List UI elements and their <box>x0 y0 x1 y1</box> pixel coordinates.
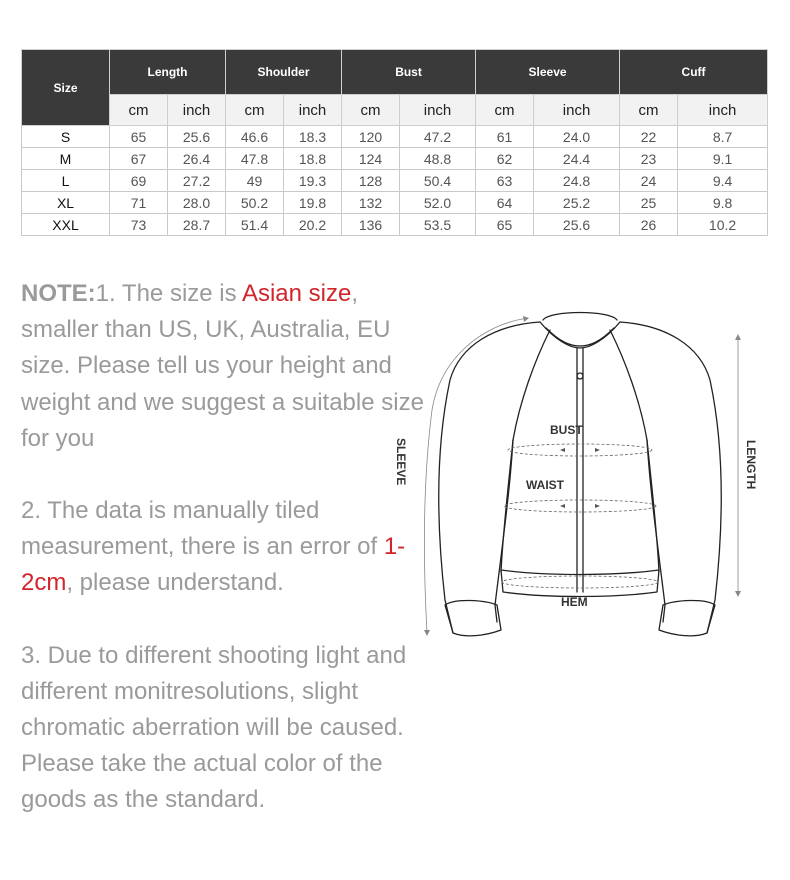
measurement-cell: 27.2 <box>168 170 226 192</box>
bust-measure-line <box>508 444 652 456</box>
zipper-pull-icon <box>577 373 583 379</box>
measurement-cell: 26.4 <box>168 148 226 170</box>
shoulder-header: Shoulder <box>226 50 342 95</box>
measurement-cell: 9.1 <box>678 148 768 170</box>
collar-inner <box>546 328 614 346</box>
length-arrow-bottom-icon <box>735 591 741 597</box>
measurement-cell: 63 <box>476 170 534 192</box>
note-1-text-rest: , smaller than US, UK, Australia, EU size. Please tell us your height and weight and we suggest a suitable size for you <box>21 280 424 452</box>
size-cell: XL <box>22 192 110 214</box>
measurement-cell: 48.8 <box>400 148 476 170</box>
measurement-cell: 26 <box>620 214 678 236</box>
measurement-cell: 136 <box>342 214 400 236</box>
measurement-cell: 24.8 <box>534 170 620 192</box>
measurement-cell: 19.8 <box>284 192 342 214</box>
size-cell: L <box>22 170 110 192</box>
measurement-cell: 132 <box>342 192 400 214</box>
measurement-cell: 25 <box>620 192 678 214</box>
jacket-measurement-diagram <box>385 300 775 660</box>
note-2-text-rest: , please understand. <box>66 569 284 597</box>
note-2-text: 2. The data is manually tiled measurement, there is an error of <box>21 497 384 561</box>
measurement-cell: 50.4 <box>400 170 476 192</box>
measurement-cell: 65 <box>476 214 534 236</box>
length-header: Length <box>110 50 226 95</box>
measurement-cell: 28.7 <box>168 214 226 236</box>
measure-arrows <box>560 448 600 508</box>
measurement-cell: 46.6 <box>226 126 284 148</box>
jacket-illustration <box>385 300 775 660</box>
measurement-cell: 19.3 <box>284 170 342 192</box>
unit-header: cm <box>476 95 534 126</box>
measurement-cell: 24.0 <box>534 126 620 148</box>
measurement-cell: 73 <box>110 214 168 236</box>
sleeve-header: Sleeve <box>476 50 620 95</box>
measurement-cell: 24.4 <box>534 148 620 170</box>
measurement-cell: 10.2 <box>678 214 768 236</box>
measurement-cell: 8.7 <box>678 126 768 148</box>
unit-header: inch <box>678 95 768 126</box>
unit-header: inch <box>400 95 476 126</box>
left-sleeve-outline <box>439 322 540 633</box>
measurement-cell: 49 <box>226 170 284 192</box>
measurement-cell: 52.0 <box>400 192 476 214</box>
measurement-cell: 18.3 <box>284 126 342 148</box>
measurement-cell: 64 <box>476 192 534 214</box>
hem-measure-line <box>502 576 658 588</box>
measurement-cell: 124 <box>342 148 400 170</box>
right-raglan-seam <box>610 330 647 440</box>
measurement-cell: 67 <box>110 148 168 170</box>
sleeve-measure-line <box>424 318 528 633</box>
measurement-cell: 50.2 <box>226 192 284 214</box>
collar-outer <box>540 322 620 348</box>
measurement-cell: 53.5 <box>400 214 476 236</box>
sleeve-label: SLEEVE <box>394 438 408 486</box>
measurement-cell: 22 <box>620 126 678 148</box>
unit-header: cm <box>620 95 678 126</box>
sleeve-arrow-bottom-icon <box>424 630 430 636</box>
size-cell: XXL <box>22 214 110 236</box>
measurement-cell: 47.8 <box>226 148 284 170</box>
right-sleeve-outline <box>620 322 721 633</box>
measurement-cell: 51.4 <box>226 214 284 236</box>
measurement-cell: 128 <box>342 170 400 192</box>
measurement-cell: 62 <box>476 148 534 170</box>
measurement-cell: 47.2 <box>400 126 476 148</box>
length-arrow-top-icon <box>735 334 741 340</box>
note-1-text: 1. The size is <box>95 280 242 307</box>
unit-header: cm <box>110 95 168 126</box>
hem-label: HEM <box>561 595 588 609</box>
table-row <box>22 214 768 236</box>
measurement-cell: 65 <box>110 126 168 148</box>
sleeve-arrow-top-icon <box>523 316 529 322</box>
size-cell: M <box>22 148 110 170</box>
zipper <box>577 348 583 592</box>
note-2 <box>21 493 441 602</box>
unit-header: cm <box>342 95 400 126</box>
measurement-cell: 9.8 <box>678 192 768 214</box>
unit-header: inch <box>284 95 342 126</box>
waist-label: WAIST <box>526 478 564 492</box>
note-3: 3. Due to different shooting light and different monitresolutions, slight chromatic aberration will be caused. Please take the actual color of the goods as the standard. <box>21 641 407 814</box>
left-raglan-seam <box>513 330 550 440</box>
waist-measure-line <box>504 500 656 512</box>
unit-header: cm <box>226 95 284 126</box>
measurement-cell: 20.2 <box>284 214 342 236</box>
measurement-cell: 23 <box>620 148 678 170</box>
note-1 <box>21 276 441 457</box>
measurement-cell: 71 <box>110 192 168 214</box>
size-chart-table <box>21 49 768 236</box>
hem-band <box>501 570 659 597</box>
measurement-cell: 25.6 <box>534 214 620 236</box>
size-notes <box>21 276 441 819</box>
bust-label: BUST <box>550 423 583 437</box>
measurement-cell: 28.0 <box>168 192 226 214</box>
collar-top <box>543 313 617 321</box>
measurement-cell: 24 <box>620 170 678 192</box>
left-cuff <box>445 600 501 635</box>
measurement-cell: 120 <box>342 126 400 148</box>
size-column-header: Size <box>22 50 110 126</box>
measurement-cell: 18.8 <box>284 148 342 170</box>
table-row <box>22 192 768 214</box>
measurement-cell: 25.2 <box>534 192 620 214</box>
table-row <box>22 126 768 148</box>
size-cell: S <box>22 126 110 148</box>
table-row <box>22 148 768 170</box>
measurement-cell: 69 <box>110 170 168 192</box>
table-row <box>22 170 768 192</box>
length-label: LENGTH <box>744 440 758 490</box>
unit-header: inch <box>534 95 620 126</box>
measurement-cell: 25.6 <box>168 126 226 148</box>
measurement-cell: 61 <box>476 126 534 148</box>
unit-header: inch <box>168 95 226 126</box>
note-label: NOTE: <box>21 280 96 307</box>
error-range-highlight: 1-2cm <box>21 533 406 597</box>
asian-size-highlight: Asian size <box>241 280 352 307</box>
measurement-cell: 9.4 <box>678 170 768 192</box>
right-cuff <box>659 600 715 635</box>
bust-header: Bust <box>342 50 476 95</box>
cuff-header: Cuff <box>620 50 768 95</box>
